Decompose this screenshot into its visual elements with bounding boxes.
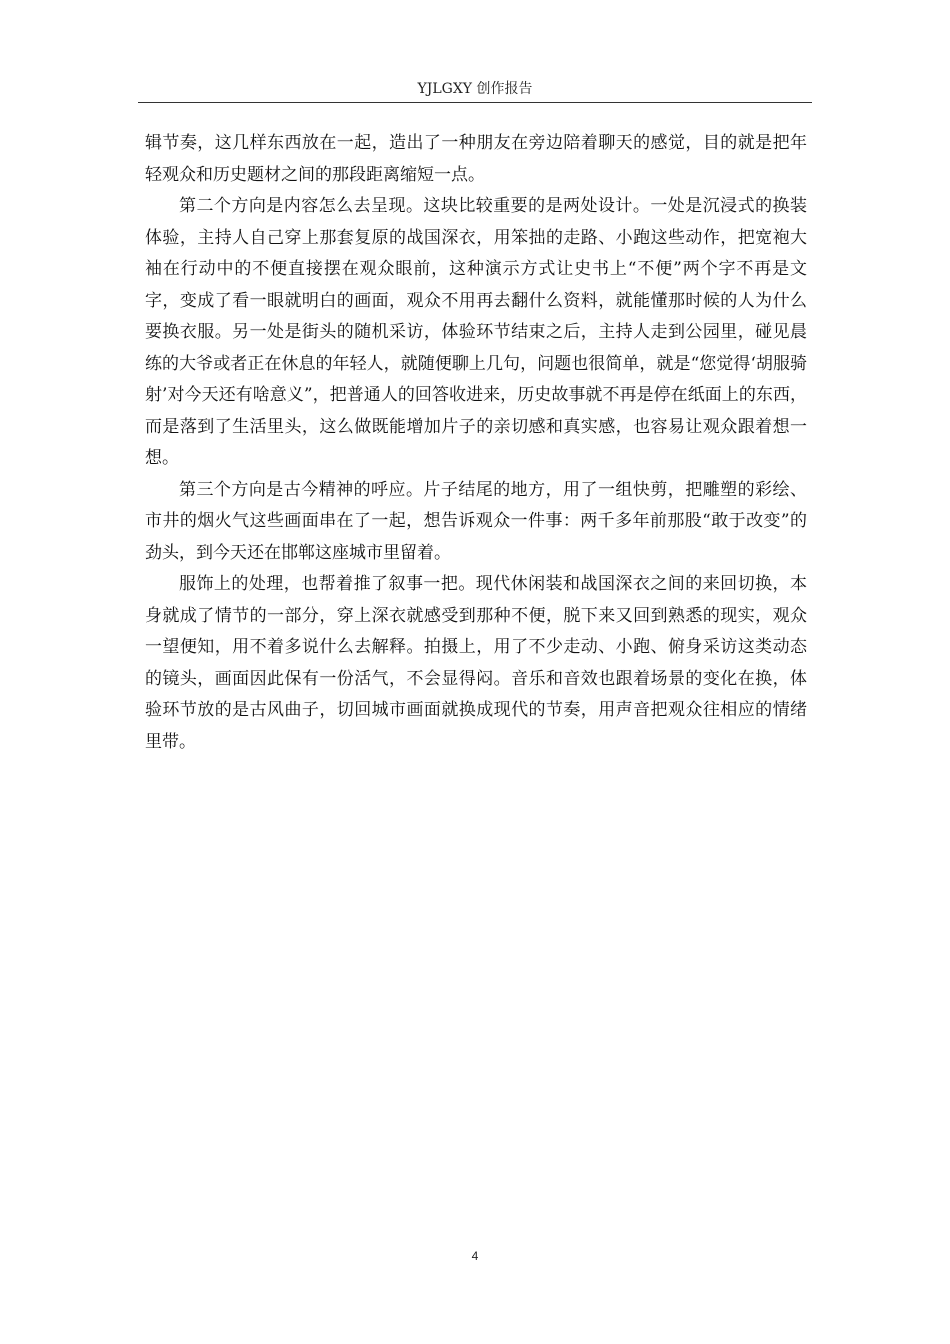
page-header-title: YJLGXY 创作报告 bbox=[417, 81, 533, 97]
page-number: 4 bbox=[471, 1249, 479, 1263]
header-divider bbox=[138, 102, 812, 103]
paragraph: 服饰上的处理，也帮着推了叙事一把。现代休闲装和战国深衣之间的来回切换，本身就成了情节的一部分，穿上深衣就感受到那种不便，脱下来又回到熟悉的现实，观众一望便知，用不着多说什么去解释。拍摄上，用了不少走动、小跑、俯身采访这类动态的镜头，画面因此保有一份活气，不会显得闷。音乐和音效也跟着场景的变化在换，体验环节放的是古风曲子，切回城市画面就换成现代的节奏，用声音把观众往相应的情绪里带。 bbox=[145, 574, 807, 752]
document-body bbox=[145, 128, 807, 758]
paragraph: 第二个方向是内容怎么去呈现。这块比较重要的是两处设计。一处是沉浸式的换装体验，主持人自己穿上那套复原的战国深衣，用笨拙的走路、小跑这些动作，把宽袍大袖在行动中的不便直接摆在观众眼前，这种演示方式让史书上“不便”两个字不再是文字，变成了看一眼就明白的画面，观众不用再去翻什么资料，就能懂那时候的人为什么要换衣服。另一处是街头的随机采访，体验环节结束之后，主持人走到公园里，碰见晨练的大爷或者正在休息的年轻人，就随便聊上几句，问题也很简单，就是“您觉得‘胡服骑射’对今天还有啥意义”，把普通人的回答收进来，历史故事就不再是停在纸面上的东西，而是落到了生活里头，这么做既能增加片子的亲切感和真实感，也容易让观众跟着想一想。 bbox=[145, 196, 807, 468]
paragraph-continuation: 辑节奏，这几样东西放在一起，造出了一种朋友在旁边陪着聊天的感觉，目的就是把年轻观众和历史题材之间的那段距离缩短一点。 bbox=[145, 133, 807, 185]
paragraph: 第三个方向是古今精神的呼应。片子结尾的地方，用了一组快剪，把雕塑的彩绘、市井的烟火气这些画面串在了一起，想告诉观众一件事：两千多年前那股“敢于改变”的劲头，到今天还在邯郸这座城市里留着。 bbox=[145, 479, 807, 563]
